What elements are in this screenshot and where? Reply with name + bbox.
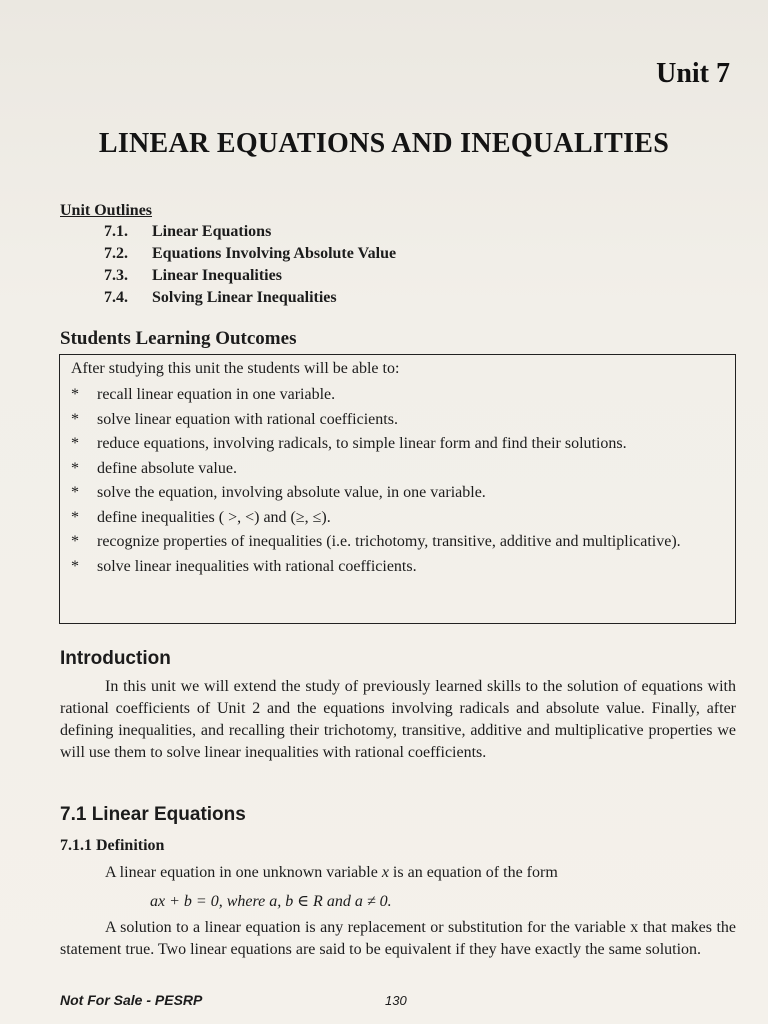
outcome-item (69, 556, 727, 578)
outline-item-number: 7.3. (104, 267, 128, 284)
outline-item-label: Linear Inequalities (152, 267, 282, 284)
bullet-icon: * (71, 410, 79, 428)
page-title: LINEAR EQUATIONS AND INEQUALITIES (98, 128, 670, 159)
outline-item (104, 221, 396, 243)
learning-outcomes-intro: After studying this unit the students will be able to: (71, 360, 400, 377)
outcome-item (69, 482, 727, 504)
outcome-text: define absolute value. (97, 459, 237, 477)
definition-heading: 7.1.1 Definition (60, 837, 165, 854)
outline-item-label: Linear Equations (152, 223, 272, 240)
bullet-icon: * (71, 508, 79, 526)
outline-item (104, 287, 396, 309)
linear-equation-form: ax + b = 0, where a, b ∈ R and a ≠ 0. (150, 893, 392, 910)
outcome-item (69, 409, 727, 431)
bullet-icon: * (71, 484, 79, 501)
outline-item (104, 265, 396, 287)
unit-outlines-list (104, 221, 396, 309)
outcome-text: solve linear equation with rational coefficients. (97, 410, 398, 428)
outcome-text: reduce equations, involving radicals, to simple linear form and find their solutions. (97, 435, 627, 452)
introduction-heading: Introduction (60, 648, 171, 669)
bullet-icon: * (71, 557, 79, 575)
outcome-text: recall linear equation in one variable. (97, 386, 336, 403)
definition-variable: x (381, 864, 389, 881)
outline-item (104, 243, 396, 265)
outcome-text: solve the equation, involving absolute value, in one variable. (97, 484, 486, 501)
learning-outcomes-box (59, 354, 736, 624)
outcome-text: define inequalities ( >, <) and (≥, ≤). (97, 508, 331, 526)
definition-paragraph (105, 864, 558, 882)
outcome-item (69, 384, 727, 406)
outline-item-label: Equations Involving Absolute Value (152, 245, 397, 262)
section-heading-7-1: 7.1 Linear Equations (60, 804, 246, 825)
outcome-item (69, 458, 727, 480)
unit-outlines-heading: Unit Outlines (60, 202, 153, 219)
outline-item-number: 7.4. (104, 289, 128, 306)
outcome-item (69, 507, 727, 529)
definition-text-before: A linear equation in one unknown variable (105, 864, 382, 881)
bullet-icon: * (71, 435, 79, 452)
page-number: 130 (385, 993, 407, 1008)
bullet-icon: * (71, 459, 79, 477)
unit-label: Unit 7 (656, 58, 730, 89)
outline-item-number: 7.1. (104, 223, 128, 240)
solution-paragraph: A solution to a linear equation is any replacement or substitution for the variable x that makes the statement true. Two linear equations are said to be equivalent if they have exactly the same solution. (60, 919, 736, 958)
outcome-item (69, 433, 727, 455)
outcome-text: recognize properties of inequalities (i.e. trichotomy, transitive, additive and multiplicative). (97, 533, 681, 550)
outcome-item (69, 531, 727, 553)
learning-outcomes-heading: Students Learning Outcomes (60, 328, 297, 349)
bullet-icon: * (71, 386, 79, 403)
definition-text-after: is an equation of the form (388, 864, 558, 881)
outcome-text: solve linear inequalities with rational coefficients. (97, 557, 417, 575)
introduction-paragraph: In this unit we will extend the study of previously learned skills to the solution of equations with rational coefficients of Unit 2 and the equations involving radicals and absolute value. Finally, after defining inequalities, and recalling their trichotomy, transitive, additive and multiplicative properties we will use them to solve linear inequalities with rational coefficients. (60, 678, 736, 761)
learning-outcomes-list (69, 384, 727, 580)
bullet-icon: * (71, 533, 79, 550)
outline-item-label: Solving Linear Inequalities (152, 289, 337, 306)
outline-item-number: 7.2. (104, 245, 128, 262)
footer-not-for-sale: Not For Sale - PESRP (60, 992, 203, 1008)
